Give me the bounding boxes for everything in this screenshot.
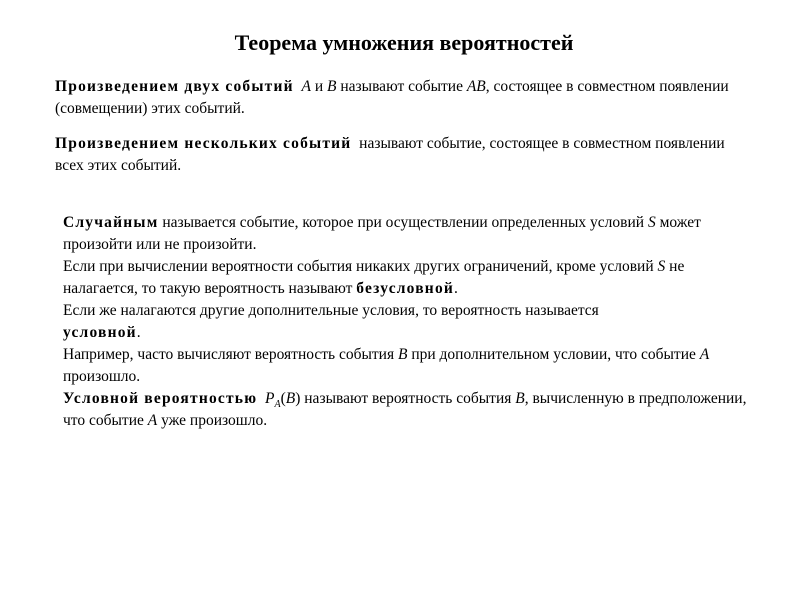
definition-text-2: , вычисленную в предположении, что событие: [63, 390, 747, 429]
event-b-symbol: В: [397, 346, 408, 363]
unconditional-text-2: не налагается, то такую вероятность называют: [63, 258, 685, 297]
event-a-symbol: А: [147, 412, 158, 429]
event-ab-symbol: АВ: [466, 78, 486, 95]
conditional-probability-definition: [63, 388, 763, 432]
definition-text-1: называют вероятность события: [304, 390, 512, 407]
product-several-events-paragraph: [55, 133, 755, 177]
definition-text-3: уже произошло.: [161, 412, 268, 429]
event-b-symbol: В: [327, 78, 337, 95]
conditional-probability-block: [63, 212, 763, 432]
random-event-definition: [63, 212, 763, 256]
product-two-events-term: Произведением двух событий: [55, 78, 294, 95]
conditional-text: Если же налагаются другие дополнительные условия, то вероятность называется: [63, 302, 599, 319]
conditions-s-symbol: S: [647, 214, 656, 231]
event-b-symbol: В: [515, 390, 525, 407]
example-paragraph: [63, 344, 763, 388]
conditional-term: условной: [63, 324, 137, 341]
formula-close-paren: ): [295, 390, 301, 407]
random-event-term: Случайным: [63, 214, 159, 231]
product-several-events-term: Произведением нескольких событий: [55, 135, 352, 152]
random-event-text: называется событие, которое при осуществлении определенных условий: [162, 214, 645, 231]
conditional-probability-formula: [265, 390, 301, 411]
product-several-text: называют событие, состоящее в совместном появлении всех этих событий.: [55, 135, 725, 174]
period: .: [454, 280, 458, 297]
formula-p: P: [265, 390, 275, 407]
unconditional-definition: [63, 256, 763, 300]
event-a-symbol: А: [699, 346, 710, 363]
and-word: и: [314, 78, 324, 95]
product-two-events-paragraph: [55, 76, 755, 120]
formula-subscript-a: A: [274, 399, 281, 411]
event-a-symbol: А: [301, 78, 311, 95]
formula-open-paren: (: [280, 390, 286, 407]
formula-b: B: [285, 390, 296, 407]
random-event-text-end: может произойти или не произойти.: [63, 214, 701, 253]
example-text-2: при дополнительном условии, что событие: [411, 346, 696, 363]
slide-title: Теорема умножения вероятностей: [234, 30, 574, 55]
period: .: [136, 324, 141, 341]
example-text-3: произошло.: [63, 368, 141, 385]
unconditional-term: безусловной: [356, 280, 455, 297]
conditional-definition: [63, 300, 763, 344]
unconditional-text: Если при вычислении вероятности события никаких других ограничений, кроме условий: [63, 258, 654, 275]
product-two-text: называют событие: [340, 78, 463, 95]
conditions-s-symbol-2: S: [657, 258, 666, 275]
example-text-1: Например, часто вычисляют вероятность события: [63, 346, 395, 363]
product-two-text-end: , состоящее в совместном появлении (совмещении) этих событий.: [55, 78, 729, 117]
conditional-probability-term: Условной вероятностью: [63, 390, 258, 407]
